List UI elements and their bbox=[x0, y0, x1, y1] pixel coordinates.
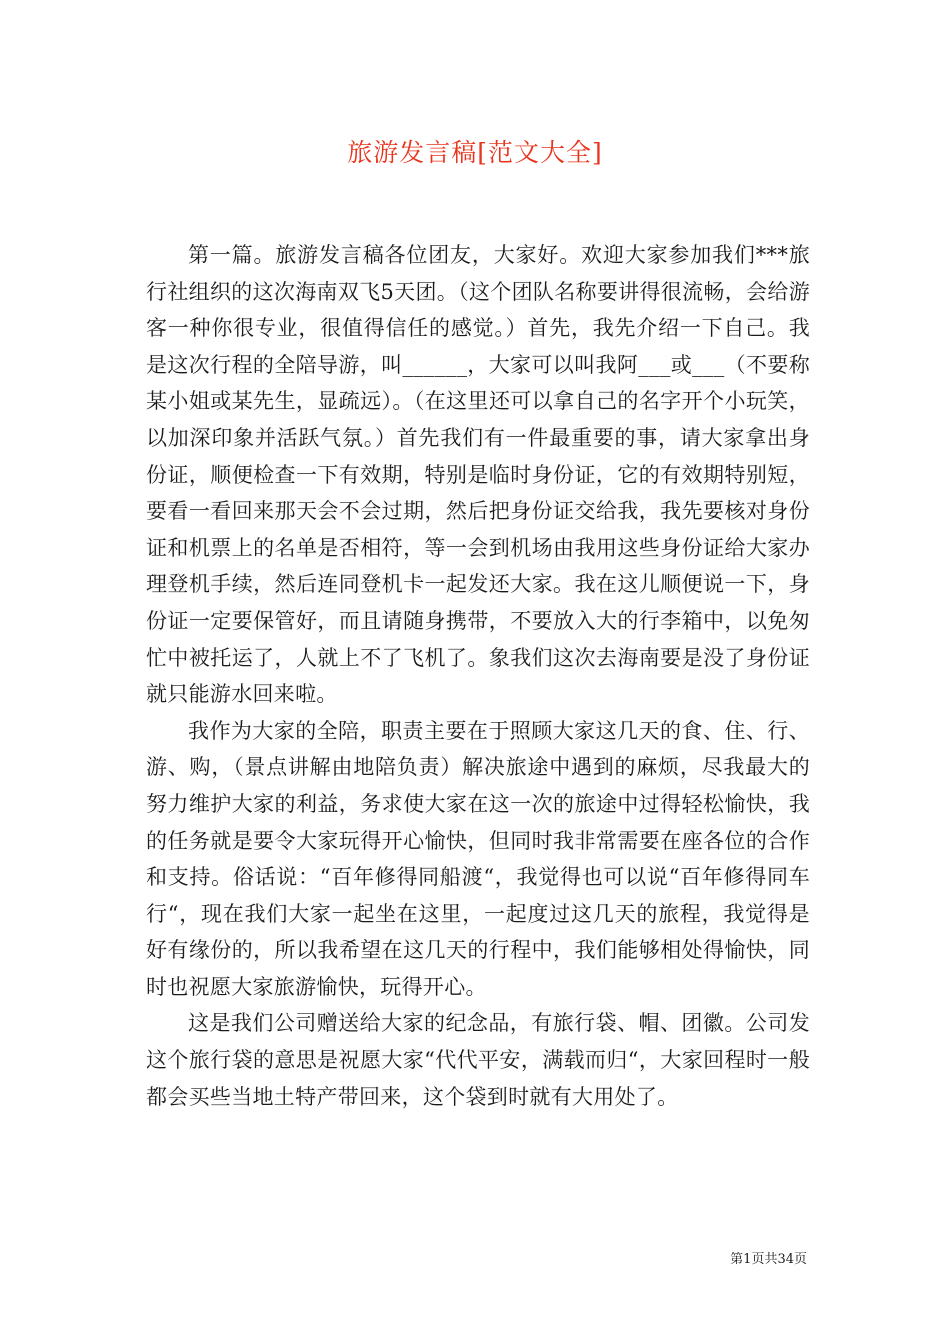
paragraph-2: 我作为大家的全陪，职责主要在于照顾大家这几天的食、住、行、游、购，（景点讲解由地陪负责）解决旅途中遇到的麻烦，尽我最大的努力维护大家的利益，务求使大家在这一次的旅途中过得轻松愉快，我的任务就是要令大家玩得开心愉快，但同时我非常需要在座各位的合作和支持。俗话说：“百年修得同船渡“，我觉得也可以说“百年修得同车行“，现在我们大家一起坐在这里，一起度过这几天的旅程，我觉得是好有缘份的，所以我希望在这几天的行程中，我们能够相处得愉快，同时也祝愿大家旅游愉快，玩得开心。 bbox=[146, 718, 810, 999]
document-title: 旅游发言稿[范文大全] bbox=[347, 138, 603, 167]
page-number-footer: 第1页共34页 bbox=[730, 1252, 807, 1267]
paragraph-1: 第一篇。旅游发言稿各位团友，大家好。欢迎大家参加我们***旅行社组织的这次海南双飞5天团。（这个团队名称要讲得很流畅，会给游客一种你很专业，很值得信任的感觉。）首先，我先介绍一下自己。我是这次行程的全陪导游，叫______，大家可以叫我阿___或___（不要称某小姐或某先生，显疏远）。（在这里还可以拿自己的名字开个小玩笑，以加深印象并活跃气氛。）首先我们有一件最重要的事，请大家拿出身份证，顺便检查一下有效期，特别是临时身份证，它的有效期特别短，要看一看回来那天会不会过期，然后把身份证交给我，我先要核对身份证和机票上的名单是否相符，等一会到机场由我用这些身份证给大家办理登机手续，然后连同登机卡一起发还大家。我在这儿顺便说一下，身份证一定要保管好，而且请随身携带，不要放入大的行李箱中，以免匆忙中被托运了，人就上不了飞机了。象我们这次去海南要是没了身份证就只能游水回来啦。 bbox=[146, 243, 810, 707]
document-body bbox=[146, 237, 810, 1115]
paragraph-3: 这是我们公司赠送给大家的纪念品，有旅行袋、帽、团徽。公司发这个旅行袋的意思是祝愿大家“代代平安，满载而归“，大家回程时一般都会买些当地土特产带回来，这个袋到时就有大用处了。 bbox=[146, 1011, 810, 1109]
